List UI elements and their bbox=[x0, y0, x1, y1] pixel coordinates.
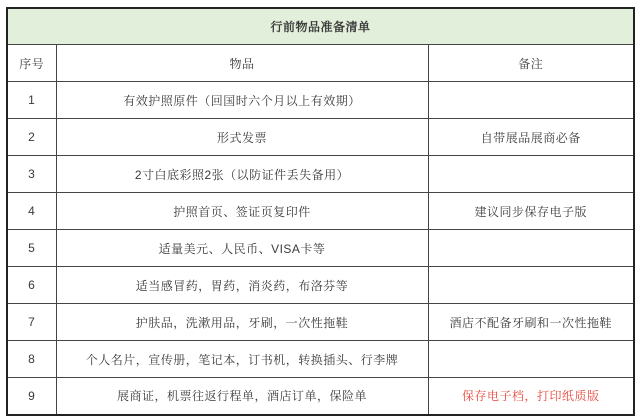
note-cell: 酒店不配备牙刷和一次性拖鞋 bbox=[428, 304, 634, 341]
table-title-row bbox=[7, 8, 634, 45]
item-cell: 形式发票 bbox=[56, 119, 428, 156]
table-row bbox=[7, 341, 634, 378]
table-title: 行前物品准备清单 bbox=[7, 8, 634, 45]
row-number-cell: 8 bbox=[7, 341, 56, 378]
table-row bbox=[7, 304, 634, 341]
table-row bbox=[7, 119, 634, 156]
col-header-item: 物品 bbox=[56, 45, 428, 82]
col-header-no: 序号 bbox=[7, 45, 56, 82]
note-cell: 保存电子档，打印纸质版 bbox=[428, 378, 634, 415]
row-number-cell: 6 bbox=[7, 267, 56, 304]
table-row bbox=[7, 156, 634, 193]
table-row bbox=[7, 82, 634, 119]
row-number-cell: 5 bbox=[7, 230, 56, 267]
col-header-note: 备注 bbox=[428, 45, 634, 82]
row-number-cell: 3 bbox=[7, 156, 56, 193]
row-number-cell: 4 bbox=[7, 193, 56, 230]
item-cell: 护肤品，洗漱用品，牙刷，一次性拖鞋 bbox=[56, 304, 428, 341]
note-cell bbox=[428, 230, 634, 267]
row-number-cell: 9 bbox=[7, 378, 56, 415]
note-cell: 建议同步保存电子版 bbox=[428, 193, 634, 230]
table-row bbox=[7, 378, 634, 415]
table-row bbox=[7, 230, 634, 267]
item-cell: 2寸白底彩照2张（以防证件丢失备用） bbox=[56, 156, 428, 193]
checklist-table bbox=[6, 7, 635, 416]
note-cell: 自带展品展商必备 bbox=[428, 119, 634, 156]
row-number-cell: 1 bbox=[7, 82, 56, 119]
item-cell: 适当感冒药，胃药，消炎药，布洛芬等 bbox=[56, 267, 428, 304]
note-cell bbox=[428, 156, 634, 193]
note-cell bbox=[428, 267, 634, 304]
note-cell bbox=[428, 341, 634, 378]
table-row bbox=[7, 193, 634, 230]
item-cell: 展商证，机票往返行程单，酒店订单，保险单 bbox=[56, 378, 428, 415]
item-cell: 个人名片，宣传册，笔记本，订书机，转换插头、行李牌 bbox=[56, 341, 428, 378]
item-cell: 有效护照原件（回国时六个月以上有效期） bbox=[56, 82, 428, 119]
table-row bbox=[7, 267, 634, 304]
note-cell bbox=[428, 82, 634, 119]
item-cell: 适量美元、人民币、VISA卡等 bbox=[56, 230, 428, 267]
table-header-row bbox=[7, 45, 634, 82]
item-cell: 护照首页、签证页复印件 bbox=[56, 193, 428, 230]
row-number-cell: 7 bbox=[7, 304, 56, 341]
row-number-cell: 2 bbox=[7, 119, 56, 156]
